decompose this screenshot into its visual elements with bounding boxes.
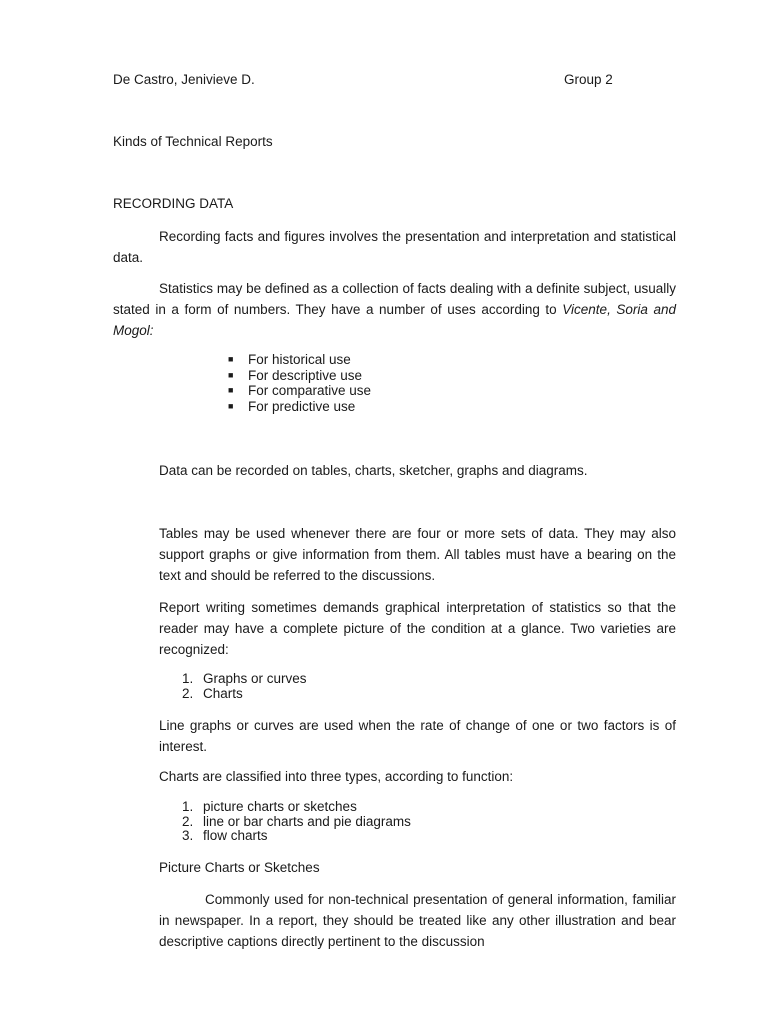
paragraph-recording-text: Recording facts and figures involves the presentation and interpretation and statistical data. <box>113 229 676 265</box>
source-citation: Vicente, Soria and Mogol: <box>113 302 677 338</box>
list-item <box>182 687 307 702</box>
list-item-label: flow charts <box>203 828 268 843</box>
paragraph-picture-charts-text: Commonly used for non-technical presentation of general information, familiar in newspaper. In a report, they should be treated like any other illustration and bear descriptive captions directly pertinent to the discussion <box>159 892 676 949</box>
paragraph-picture-charts <box>159 889 676 952</box>
list-item <box>228 352 371 368</box>
list-item-label: For comparative use <box>248 383 372 398</box>
arrow-bullet-icon: ■ <box>228 385 234 395</box>
uses-list <box>228 352 371 414</box>
paragraph-chart-types: Charts are classified into three types, according to function: <box>159 769 514 784</box>
paragraph-report-writing: Report writing sometimes demands graphical interpretation of statistics so that the reader may have a complete picture of the condition at a glance. Two varieties are recognized: <box>159 600 676 657</box>
list-item <box>228 368 371 384</box>
varieties-list <box>182 672 307 701</box>
list-item <box>182 672 307 687</box>
paragraph-line-graphs: Line graphs or curves are used when the rate of change of one or two factors is of interest. <box>159 718 676 754</box>
section-heading: RECORDING DATA <box>113 196 234 211</box>
list-number: 3. <box>182 828 194 843</box>
list-item-label: For predictive use <box>248 398 356 414</box>
paragraph-tables: Tables may be used whenever there are four or more sets of data. They may also support graphs or give information from them. All tables must have a bearing on the text and should be referred to the discussions. <box>159 526 676 583</box>
group-label: Group 2 <box>564 72 613 87</box>
paragraph-statistics <box>113 278 676 341</box>
list-item-label: For descriptive use <box>248 367 363 383</box>
paragraph-recording <box>113 226 676 268</box>
list-item <box>228 399 371 415</box>
list-number: 2. <box>182 813 194 829</box>
list-number: 1. <box>182 671 194 686</box>
arrow-bullet-icon: ■ <box>228 354 234 364</box>
list-item <box>182 829 411 844</box>
author-name: De Castro, Jenivieve D. <box>113 72 255 87</box>
list-item-label: Charts <box>203 685 243 701</box>
document-title: Kinds of Technical Reports <box>113 134 273 149</box>
paragraph-recording-forms: Data can be recorded on tables, charts, sketcher, graphs and diagrams. <box>159 463 588 478</box>
list-item-label: line or bar charts and pie diagrams <box>203 813 411 829</box>
paragraph-statistics-text: Statistics may be defined as a collection of facts dealing with a definite subject, usually stated in a form of numbers. They have a number of uses according to <box>113 281 676 317</box>
list-item-label: For historical use <box>248 352 351 367</box>
subheading-picture-charts: Picture Charts or Sketches <box>159 860 320 875</box>
list-item <box>182 815 411 830</box>
arrow-bullet-icon: ■ <box>228 400 234 411</box>
list-number: 1. <box>182 799 194 814</box>
list-number: 2. <box>182 685 194 701</box>
list-item <box>182 800 411 815</box>
arrow-bullet-icon: ■ <box>228 369 234 380</box>
chart-types-list <box>182 800 411 844</box>
list-item <box>228 383 371 399</box>
list-item-label: Graphs or curves <box>203 671 307 686</box>
list-item-label: picture charts or sketches <box>203 799 357 814</box>
